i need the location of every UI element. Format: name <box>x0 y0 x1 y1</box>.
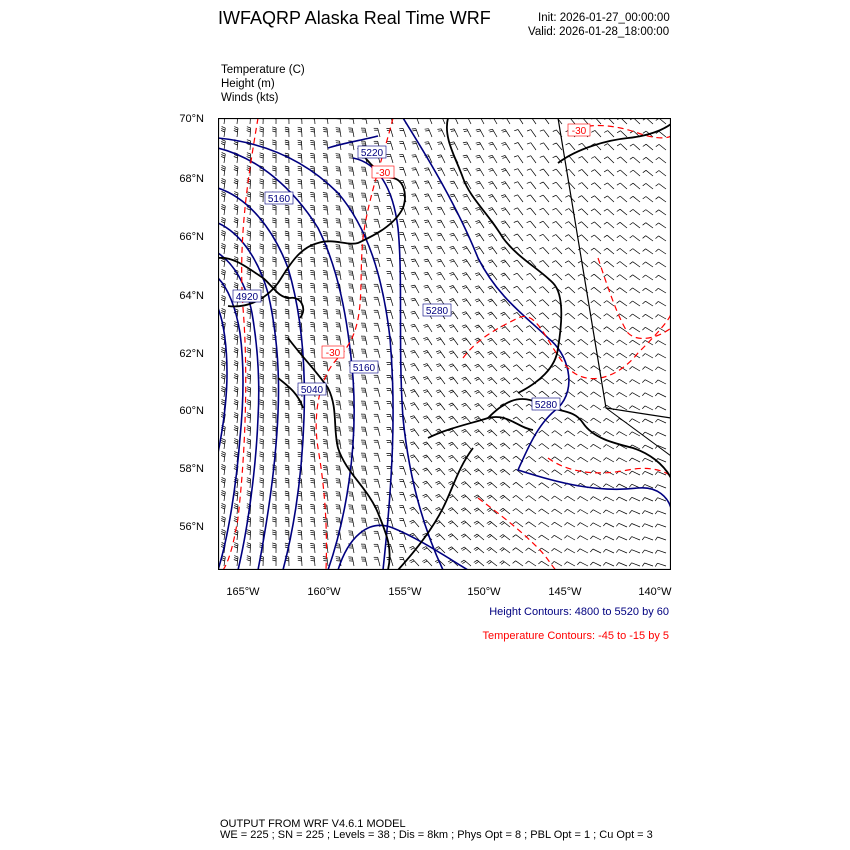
lat-label: 68°N <box>179 173 204 185</box>
map-panel <box>218 118 671 570</box>
svg-text:5160: 5160 <box>267 194 291 205</box>
wind-barb <box>302 505 303 514</box>
wind-barb <box>302 258 303 267</box>
wind-barb <box>302 531 303 540</box>
wind-barb <box>302 154 303 163</box>
wind-barb-feather <box>323 156 327 157</box>
wind-barb <box>302 167 303 176</box>
lat-label: 70°N <box>179 113 204 125</box>
contour-label-temperature <box>322 346 344 359</box>
svg-text:5280: 5280 <box>534 400 558 411</box>
wind-barb-feather <box>323 418 327 419</box>
wind-barb-feather <box>323 403 327 404</box>
wind-barb <box>302 557 303 566</box>
wind-barb-feather <box>323 262 327 263</box>
wind-barb-feather <box>323 236 327 237</box>
model-params: WE = 225 ; SN = 225 ; Levels = 38 ; Dis = 8km ; Phys Opt = 8 ; PBL Opt = 1 ; Cu Opt = 3 <box>220 829 653 841</box>
wind-barb-feather <box>323 522 327 523</box>
valid-time: Valid: 2026-01-28_18:00:00 <box>528 26 670 38</box>
wind-barb-feather <box>323 210 327 211</box>
wind-barb <box>302 544 303 553</box>
contour-label-temperature <box>568 124 590 137</box>
wind-barb-feather <box>323 338 327 339</box>
svg-text:5040: 5040 <box>300 385 324 396</box>
wind-barb-feather <box>323 234 327 235</box>
wind-barb-feather <box>323 416 327 417</box>
height-contours-legend: Height Contours: 4800 to 5520 by 60 <box>489 606 669 618</box>
wind-barb <box>302 427 303 436</box>
wind-barb-feather <box>412 142 416 143</box>
wind-barb-feather <box>323 171 327 172</box>
svg-text:-30: -30 <box>571 126 587 137</box>
svg-text:4920: 4920 <box>235 292 259 303</box>
wind-barb-feather <box>323 520 327 521</box>
wind-barb-feather <box>425 129 429 130</box>
wind-barb-feather <box>323 223 327 224</box>
lon-label: 160°W <box>307 586 341 598</box>
wind-barb-feather <box>323 288 327 289</box>
field-winds: Winds (kts) <box>221 92 279 104</box>
lon-label: 145°W <box>548 586 582 598</box>
wind-barb-feather <box>323 405 327 406</box>
wind-barb <box>302 479 303 488</box>
wind-barb <box>302 232 303 241</box>
temperature-contours-legend: Temperature Contours: -45 to -15 by 5 <box>482 630 669 642</box>
wind-barb-feather <box>412 155 416 156</box>
wind-barb-feather <box>323 286 327 287</box>
wind-barb <box>302 518 303 527</box>
lat-label: 60°N <box>179 405 204 417</box>
svg-text:-30: -30 <box>325 348 341 359</box>
wind-barb-feather <box>425 131 429 132</box>
wind-barb-feather <box>323 312 327 313</box>
wind-barb-feather <box>323 145 327 146</box>
wind-barb-feather <box>323 143 327 144</box>
wind-barb-feather <box>323 470 327 471</box>
wind-barb-feather <box>323 561 327 562</box>
contour-label-height <box>233 290 261 303</box>
contour-label-temperature <box>372 166 394 179</box>
wind-barb-feather <box>323 260 327 261</box>
wind-barb <box>302 492 303 501</box>
wind-barb-feather <box>323 442 327 443</box>
lon-label: 140°W <box>638 586 672 598</box>
wind-barb <box>302 375 303 384</box>
wind-barb <box>302 284 303 293</box>
wind-barb-feather <box>323 301 327 302</box>
wind-barb <box>302 323 303 332</box>
wind-barb <box>302 219 303 228</box>
wind-barb-feather <box>323 132 327 133</box>
lat-label: 62°N <box>179 348 204 360</box>
wind-barb-feather <box>323 197 327 198</box>
wind-barb-feather <box>323 130 327 131</box>
wind-barb-feather <box>323 221 327 222</box>
wind-barb-feather <box>323 273 327 274</box>
contour-label-height <box>358 146 386 159</box>
svg-text:-30: -30 <box>375 168 391 179</box>
svg-text:5280: 5280 <box>425 306 449 317</box>
wind-barb-feather <box>323 208 327 209</box>
wind-barb-feather <box>411 181 415 182</box>
wind-barb <box>302 206 303 215</box>
wind-barb-feather <box>323 483 327 484</box>
wind-barb <box>302 362 303 371</box>
wind-barb <box>302 193 303 202</box>
svg-text:5160: 5160 <box>352 363 376 374</box>
wind-barb-feather <box>323 431 327 432</box>
wind-barb-feather <box>323 366 327 367</box>
contour-label-height <box>298 383 326 396</box>
wind-barb-feather <box>412 157 416 158</box>
wind-barb-feather <box>323 444 327 445</box>
wind-barb-feather <box>323 429 327 430</box>
wind-barb-feather <box>413 130 417 131</box>
wind-barb-feather <box>323 275 327 276</box>
wind-barb <box>302 141 303 150</box>
lon-label: 150°W <box>467 586 501 598</box>
model-info: OUTPUT FROM WRF V4.6.1 MODEL <box>220 818 406 830</box>
wind-barb-feather <box>323 158 327 159</box>
contour-label-height <box>265 192 293 205</box>
contour-label-height <box>532 398 560 411</box>
lon-label: 165°W <box>226 586 260 598</box>
lat-label: 56°N <box>179 521 204 533</box>
wind-barb-feather <box>323 340 327 341</box>
wind-barb <box>302 414 303 423</box>
field-height: Height (m) <box>221 78 275 90</box>
lat-label: 58°N <box>179 463 204 475</box>
wind-barb <box>302 180 303 189</box>
lat-label: 64°N <box>179 290 204 302</box>
wind-barb-feather <box>323 195 327 196</box>
contour-label-height <box>423 304 451 317</box>
wind-barb-feather <box>323 325 327 326</box>
wind-barb-feather <box>323 299 327 300</box>
wind-barb-feather <box>323 481 327 482</box>
wind-barb <box>302 128 303 137</box>
wind-barb-feather <box>323 455 327 456</box>
wind-barb-feather <box>323 364 327 365</box>
field-temperature: Temperature (C) <box>221 64 305 76</box>
contour-label-height <box>350 361 378 374</box>
wind-barb-feather <box>323 327 327 328</box>
lon-label: 155°W <box>388 586 422 598</box>
wind-barb-feather <box>323 468 327 469</box>
wind-barb-feather <box>323 457 327 458</box>
svg-text:5220: 5220 <box>360 148 384 159</box>
wind-barb <box>302 271 303 280</box>
wind-barb-feather <box>323 314 327 315</box>
lat-label: 66°N <box>179 231 204 243</box>
wind-barb-feather <box>323 169 327 170</box>
init-time: Init: 2026-01-27_00:00:00 <box>538 12 670 24</box>
map-title: IWFAQRP Alaska Real Time WRF <box>218 8 491 28</box>
